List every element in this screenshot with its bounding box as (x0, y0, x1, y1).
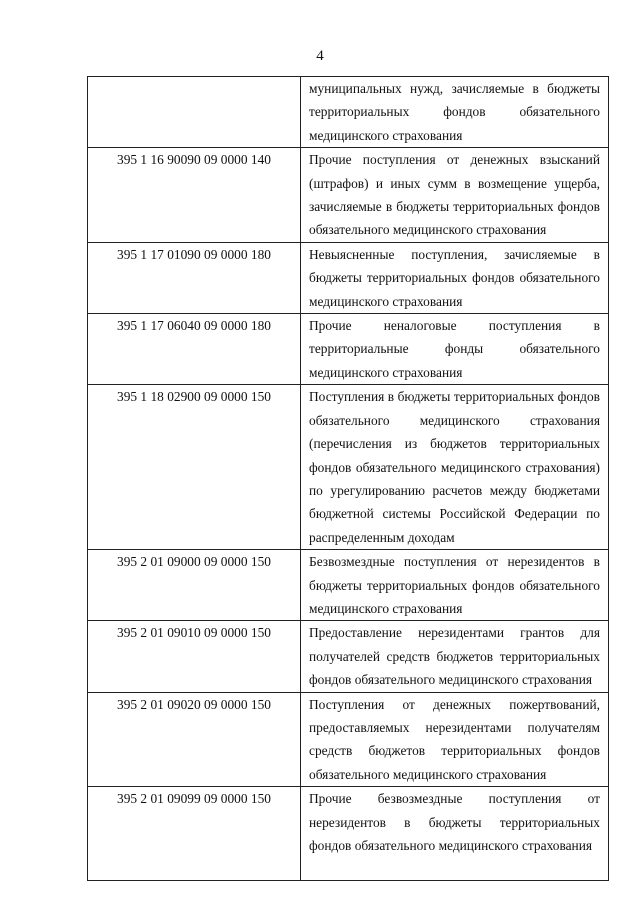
description-cell (301, 314, 609, 385)
description-cell (301, 77, 609, 148)
description-text: Прочие неналоговые поступления в территориальные фонды обязательного медицинского страхования (309, 318, 600, 380)
description-text: Поступления в бюджеты территориальных фондов обязательного медицинского страхования (перечисления из бюджетов территориальных фондов обязательного медицинского страхования) по урегулированию расчетов между бюджетами бюджетной системы Российской Федерации по распределенным доходам (309, 389, 600, 545)
budget-codes-table (87, 76, 609, 881)
description-text: Прочие поступления от денежных взысканий (штрафов) и иных сумм в возмещение ущерба, зачисляемые в бюджеты территориальных фондов обязательного медицинского страхования (309, 152, 600, 238)
description-cell (301, 148, 609, 243)
table-row (88, 385, 609, 550)
code-cell: 395 2 01 09020 09 0000 150 (88, 692, 301, 787)
code-cell: 395 2 01 09010 09 0000 150 (88, 621, 301, 692)
description-cell (301, 692, 609, 787)
description-text: Прочие безвозмездные поступления от нерезидентов в бюджеты территориальных фондов обязательного медицинского страхования (309, 791, 600, 853)
description-cell (301, 621, 609, 692)
table-row (88, 314, 609, 385)
table-row (88, 787, 609, 881)
code-cell: 395 2 01 09099 09 0000 150 (88, 787, 301, 881)
description-text: Поступления от денежных пожертвований, предоставляемых нерезидентами получателям средств бюджетов территориальных фондов обязательного медицинского страхования (309, 696, 600, 782)
description-text: Невыясненные поступления, зачисляемые в бюджеты территориальных фондов обязательного медицинского страхования (309, 246, 600, 309)
description-cell (301, 550, 609, 621)
code-cell: 395 1 18 02900 09 0000 150 (88, 385, 301, 550)
description-cell (301, 385, 609, 550)
description-cell (301, 787, 609, 881)
table-row (88, 77, 609, 148)
table-row (88, 148, 609, 243)
description-cell (301, 242, 609, 313)
code-cell: 395 1 17 06040 09 0000 180 (88, 314, 301, 385)
table-row (88, 242, 609, 313)
page-number: 4 (316, 48, 324, 64)
table-row (88, 692, 609, 787)
table-row (88, 550, 609, 621)
code-cell: 395 1 16 90090 09 0000 140 (88, 148, 301, 243)
table-row (88, 621, 609, 692)
description-text: муниципальных нужд, зачисляемые в бюджеты территориальных фондов обязательного медицинского страхования (309, 81, 600, 143)
description-text: Безвозмездные поступления от нерезидентов в бюджеты территориальных фондов обязательного медицинского страхования (309, 554, 600, 616)
code-cell (88, 77, 301, 148)
description-text: Предоставление нерезидентами грантов для получателей средств бюджетов территориальных фондов обязательного медицинского страхования (309, 625, 600, 688)
code-cell: 395 1 17 01090 09 0000 180 (88, 242, 301, 313)
code-cell: 395 2 01 09000 09 0000 150 (88, 550, 301, 621)
